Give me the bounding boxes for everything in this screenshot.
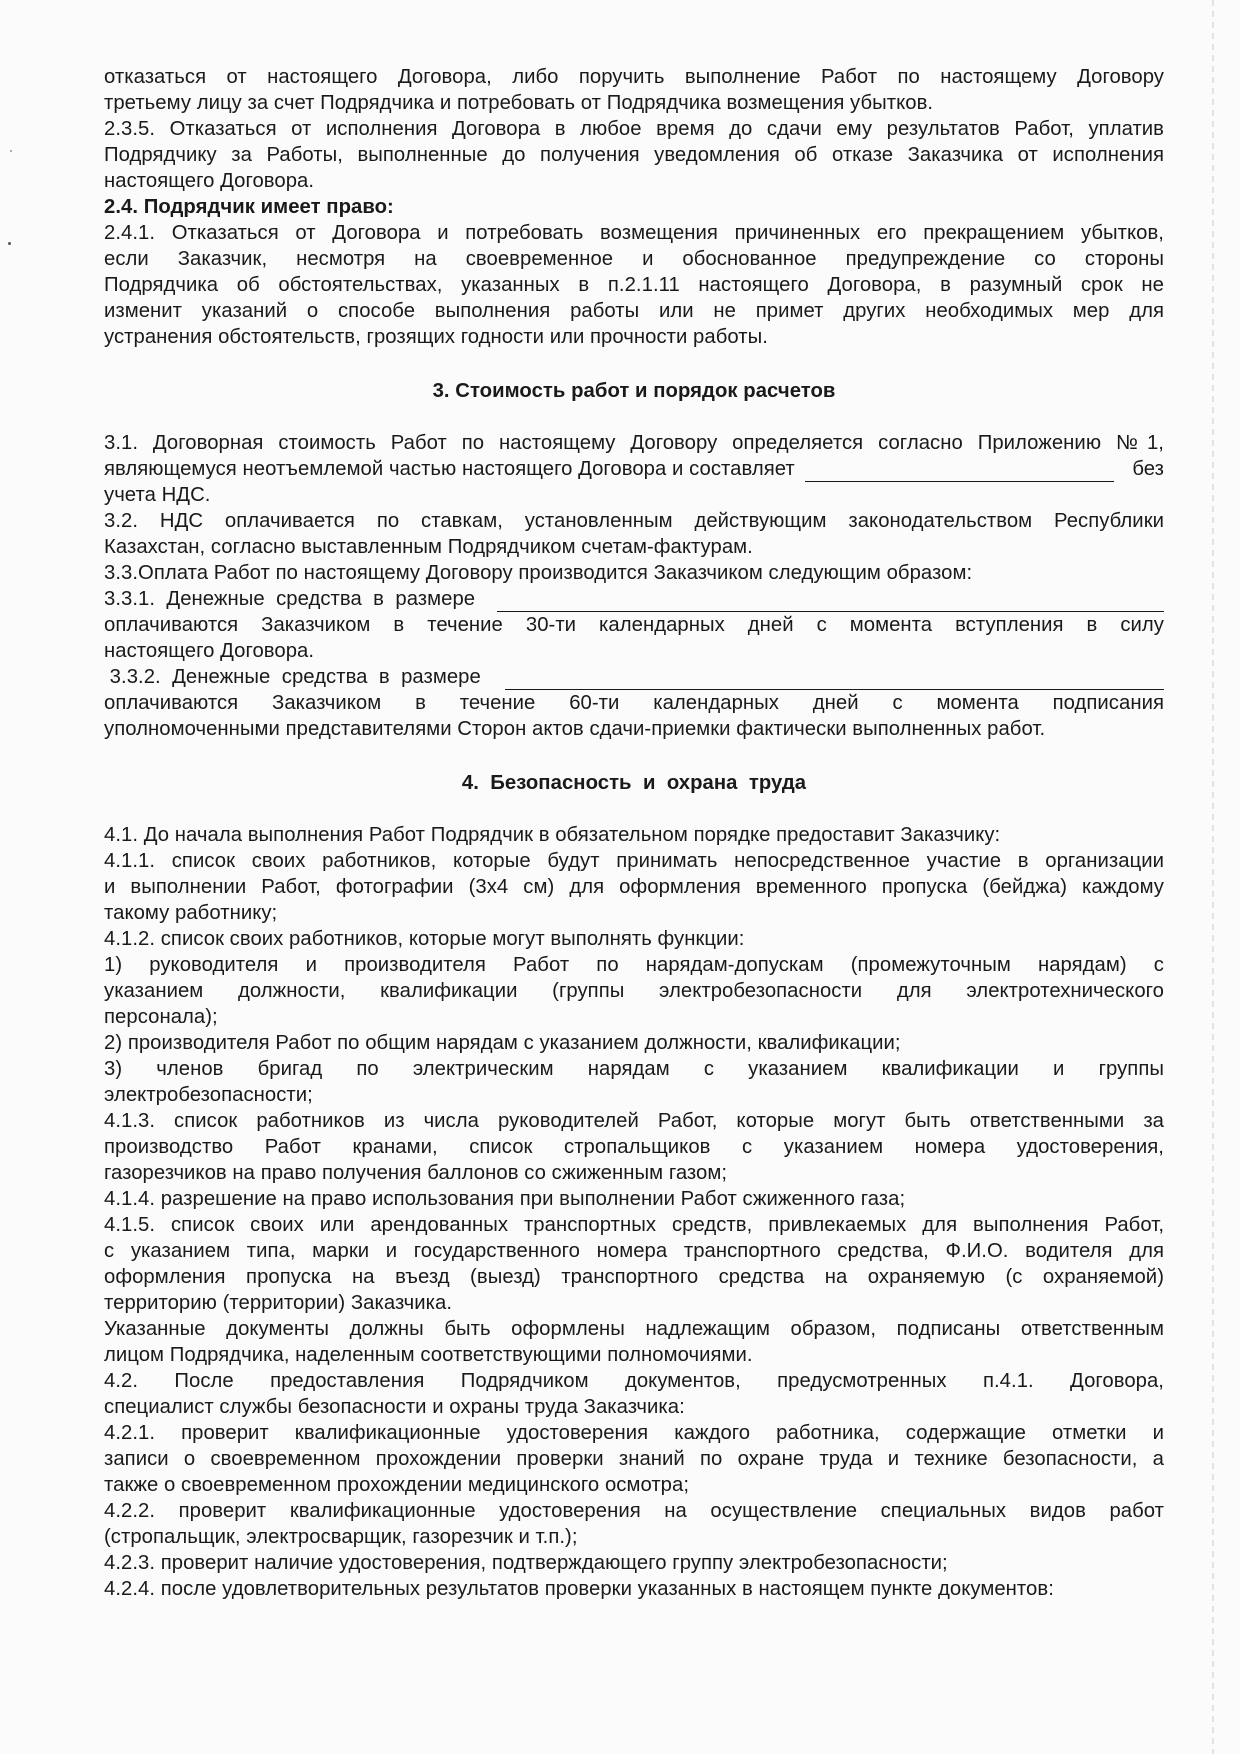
paragraph-line: (стропальщик, электросварщик, газорезчик и т.п.);	[104, 1526, 578, 1548]
document-body	[104, 64, 1164, 1602]
paragraph-line-with-blank	[104, 664, 1164, 690]
paragraph-line: оплачиваются Заказчиком в течение 30-ти календарных дней с момента вступления в силу	[104, 614, 1164, 636]
paragraph-line: указанием должности, квалификации (группы электробезопасности для электротехнического	[104, 980, 1164, 1002]
paragraph-line-with-blank	[104, 456, 1164, 482]
paragraph-line: лицом Подрядчика, наделенным соответствующими полномочиями.	[104, 1344, 753, 1366]
word: нарядам	[587, 1058, 670, 1080]
paragraph-line: изменит указаний о способе выполнения работы или не примет других необходимых мер для	[104, 300, 1164, 322]
paragraph-line: 4.1.4. разрешение на право использования при выполнении Работ сжиженного газа;	[104, 1188, 906, 1210]
paragraph-line: оформления пропуска на въезд (выезд) транспортного средства на охраняемую (с охраняемой)	[104, 1266, 1164, 1288]
blank-field	[805, 463, 1115, 482]
word: 3)	[104, 1058, 123, 1080]
paragraph-line: записи о своевременном прохождении проверки знаний по охране труда и технике безопасности, а	[104, 1448, 1164, 1470]
blank-field	[505, 671, 1164, 690]
paragraph-line: 4.2.3. проверит наличие удостоверения, подтверждающего группу электробезопасности;	[104, 1552, 948, 1574]
paragraph-line: 2.4.1. Отказаться от Договора и потребовать возмещения причиненных его прекращением убытков,	[104, 222, 1164, 244]
word: по	[356, 1058, 379, 1080]
paragraph-line: и выполнении Работ, фотографии (3х4 см) для оформления временного пропуска (бейджа) каждому	[104, 876, 1164, 898]
paragraph-line: настоящего Договора.	[104, 640, 315, 662]
paragraph-line: персонала);	[104, 1006, 218, 1028]
word: электрическим	[412, 1058, 554, 1080]
section-4-title: 4. Безопасность и охрана труда	[461, 772, 807, 794]
paragraph-line: 4.2. После предоставления Подрядчиком документов, предусмотренных п.4.1. Договора,	[104, 1370, 1164, 1392]
paragraph-line: учета НДС.	[104, 484, 211, 506]
paragraph-line: 4.1.2. список своих работников, которые могут выполнять функции:	[104, 928, 745, 950]
paragraph-line: 4.2.1. проверит квалификационные удостоверения каждого работника, содержащие отметки и	[104, 1422, 1164, 1444]
word: с	[703, 1058, 715, 1080]
paragraph-line: 3.1. Договорная стоимость Работ по настоящему Договору определяется согласно Приложению №1,	[104, 432, 1164, 454]
paragraph-line: также о своевременном прохождении медицинского осмотра;	[104, 1474, 690, 1496]
word: и	[1053, 1058, 1065, 1080]
paragraph-line: уполномоченными представителями Сторон актов сдачи-приемки фактически выполненных работ.	[104, 718, 1046, 740]
paragraph-line: настоящего Договора.	[104, 170, 315, 192]
paragraph-line: 4.1.3. список работников из числа руководителей Работ, которые могут быть ответственными за	[104, 1110, 1164, 1132]
blank-field	[497, 593, 1164, 612]
paragraph-line: 4.2.2. проверит квалификационные удостоверения на осуществление специальных видов работ	[104, 1500, 1164, 1522]
scan-edge-artifact	[1212, 0, 1214, 1754]
paragraph-line: Подрядчика об обстоятельствах, указанных в п.2.1.11 настоящего Договора, в разумный срок не	[104, 274, 1164, 296]
paragraph-line: такому работнику;	[104, 902, 278, 924]
paragraph-text: 3.3.2. Денежные средства в размере	[104, 666, 481, 688]
subsection-heading: 2.4. Подрядчик имеет право:	[104, 196, 394, 218]
section-3-title: 3. Стоимость работ и порядок расчетов	[432, 380, 836, 402]
word: группы	[1098, 1058, 1164, 1080]
paragraph-line: устранения обстоятельств, грозящих годности или прочности работы.	[104, 326, 768, 348]
paragraph-line: Казахстан, согласно выставленным Подрядчиком счетам-фактурам.	[104, 536, 753, 558]
word: квалификации	[881, 1058, 1019, 1080]
paragraph-text: без	[1132, 458, 1164, 480]
paragraph-text: 3.3.1. Денежные средства в размере	[104, 588, 476, 610]
paragraph-line: с указанием типа, марки и государственного номера транспортного средства, Ф.И.О. водителя для	[104, 1240, 1164, 1262]
paragraph-line: газорезчиков на право получения баллонов со сжиженным газом;	[104, 1162, 728, 1184]
paragraph-line: 2) производителя Работ по общим нарядам с указанием должности, квалификации;	[104, 1032, 901, 1054]
paragraph-line: 2.3.5. Отказаться от исполнения Договора в любое время до сдачи ему результатов Работ, уплатив	[104, 118, 1164, 140]
paragraph-line-spaced	[104, 1056, 1164, 1082]
paragraph-line-with-blank	[104, 586, 1164, 612]
paragraph-line: Указанные документы должны быть оформлены надлежащим образом, подписаны ответственным	[104, 1318, 1164, 1340]
paragraph-line: отказаться от настоящего Договора, либо поручить выполнение Работ по настоящему Договору	[104, 66, 1164, 88]
paragraph-line: 4.2.4. после удовлетворительных результатов проверки указанных в настоящем пункте документов:	[104, 1578, 1054, 1600]
paragraph-line: Подрядчику за Работы, выполненные до получения уведомления об отказе Заказчика от исполнения	[104, 144, 1164, 166]
word: бригад	[257, 1058, 323, 1080]
word: указанием	[748, 1058, 848, 1080]
paragraph-line: 4.1. До начала выполнения Работ Подрядчик в обязательном порядке предоставит Заказчику:	[104, 824, 1001, 846]
paragraph-line: 4.1.5. список своих или арендованных транспортных средств, привлекаемых для выполнения Работ,	[104, 1214, 1164, 1236]
paragraph-line: третьему лицу за счет Подрядчика и потребовать от Подрядчика возмещения убытков.	[104, 92, 934, 114]
word: членов	[156, 1058, 224, 1080]
paragraph-line: 4.1.1. список своих работников, которые будут принимать непосредственное участие в организации	[104, 850, 1164, 872]
paragraph-line: если Заказчик, несмотря на своевременное и обоснованное предупреждение со стороны	[104, 248, 1164, 270]
scan-speck	[8, 242, 11, 245]
paragraph-line: 3.3.Оплата Работ по настоящему Договору производится Заказчиком следующим образом:	[104, 562, 973, 584]
paragraph-text: являющемуся неотъемлемой частью настоящего Договора и составляет	[104, 458, 795, 480]
paragraph-line: территорию (территории) Заказчика.	[104, 1292, 453, 1314]
paragraph-line: производство Работ кранами, список стропальщиков с указанием номера удостоверения,	[104, 1136, 1164, 1158]
paragraph-line: оплачиваются Заказчиком в течение 60-ти календарных дней с момента подписания	[104, 692, 1164, 714]
paragraph-line: специалист службы безопасности и охраны труда Заказчика:	[104, 1396, 685, 1418]
paragraph-line: 3.2. НДС оплачивается по ставкам, установленным действующим законодательством Республики	[104, 510, 1164, 532]
paragraph-line: электробезопасности;	[104, 1084, 313, 1106]
paragraph-line: 1) руководителя и производителя Работ по нарядам-допускам (промежуточным нарядам) с	[104, 954, 1164, 976]
scan-speck	[10, 150, 12, 152]
